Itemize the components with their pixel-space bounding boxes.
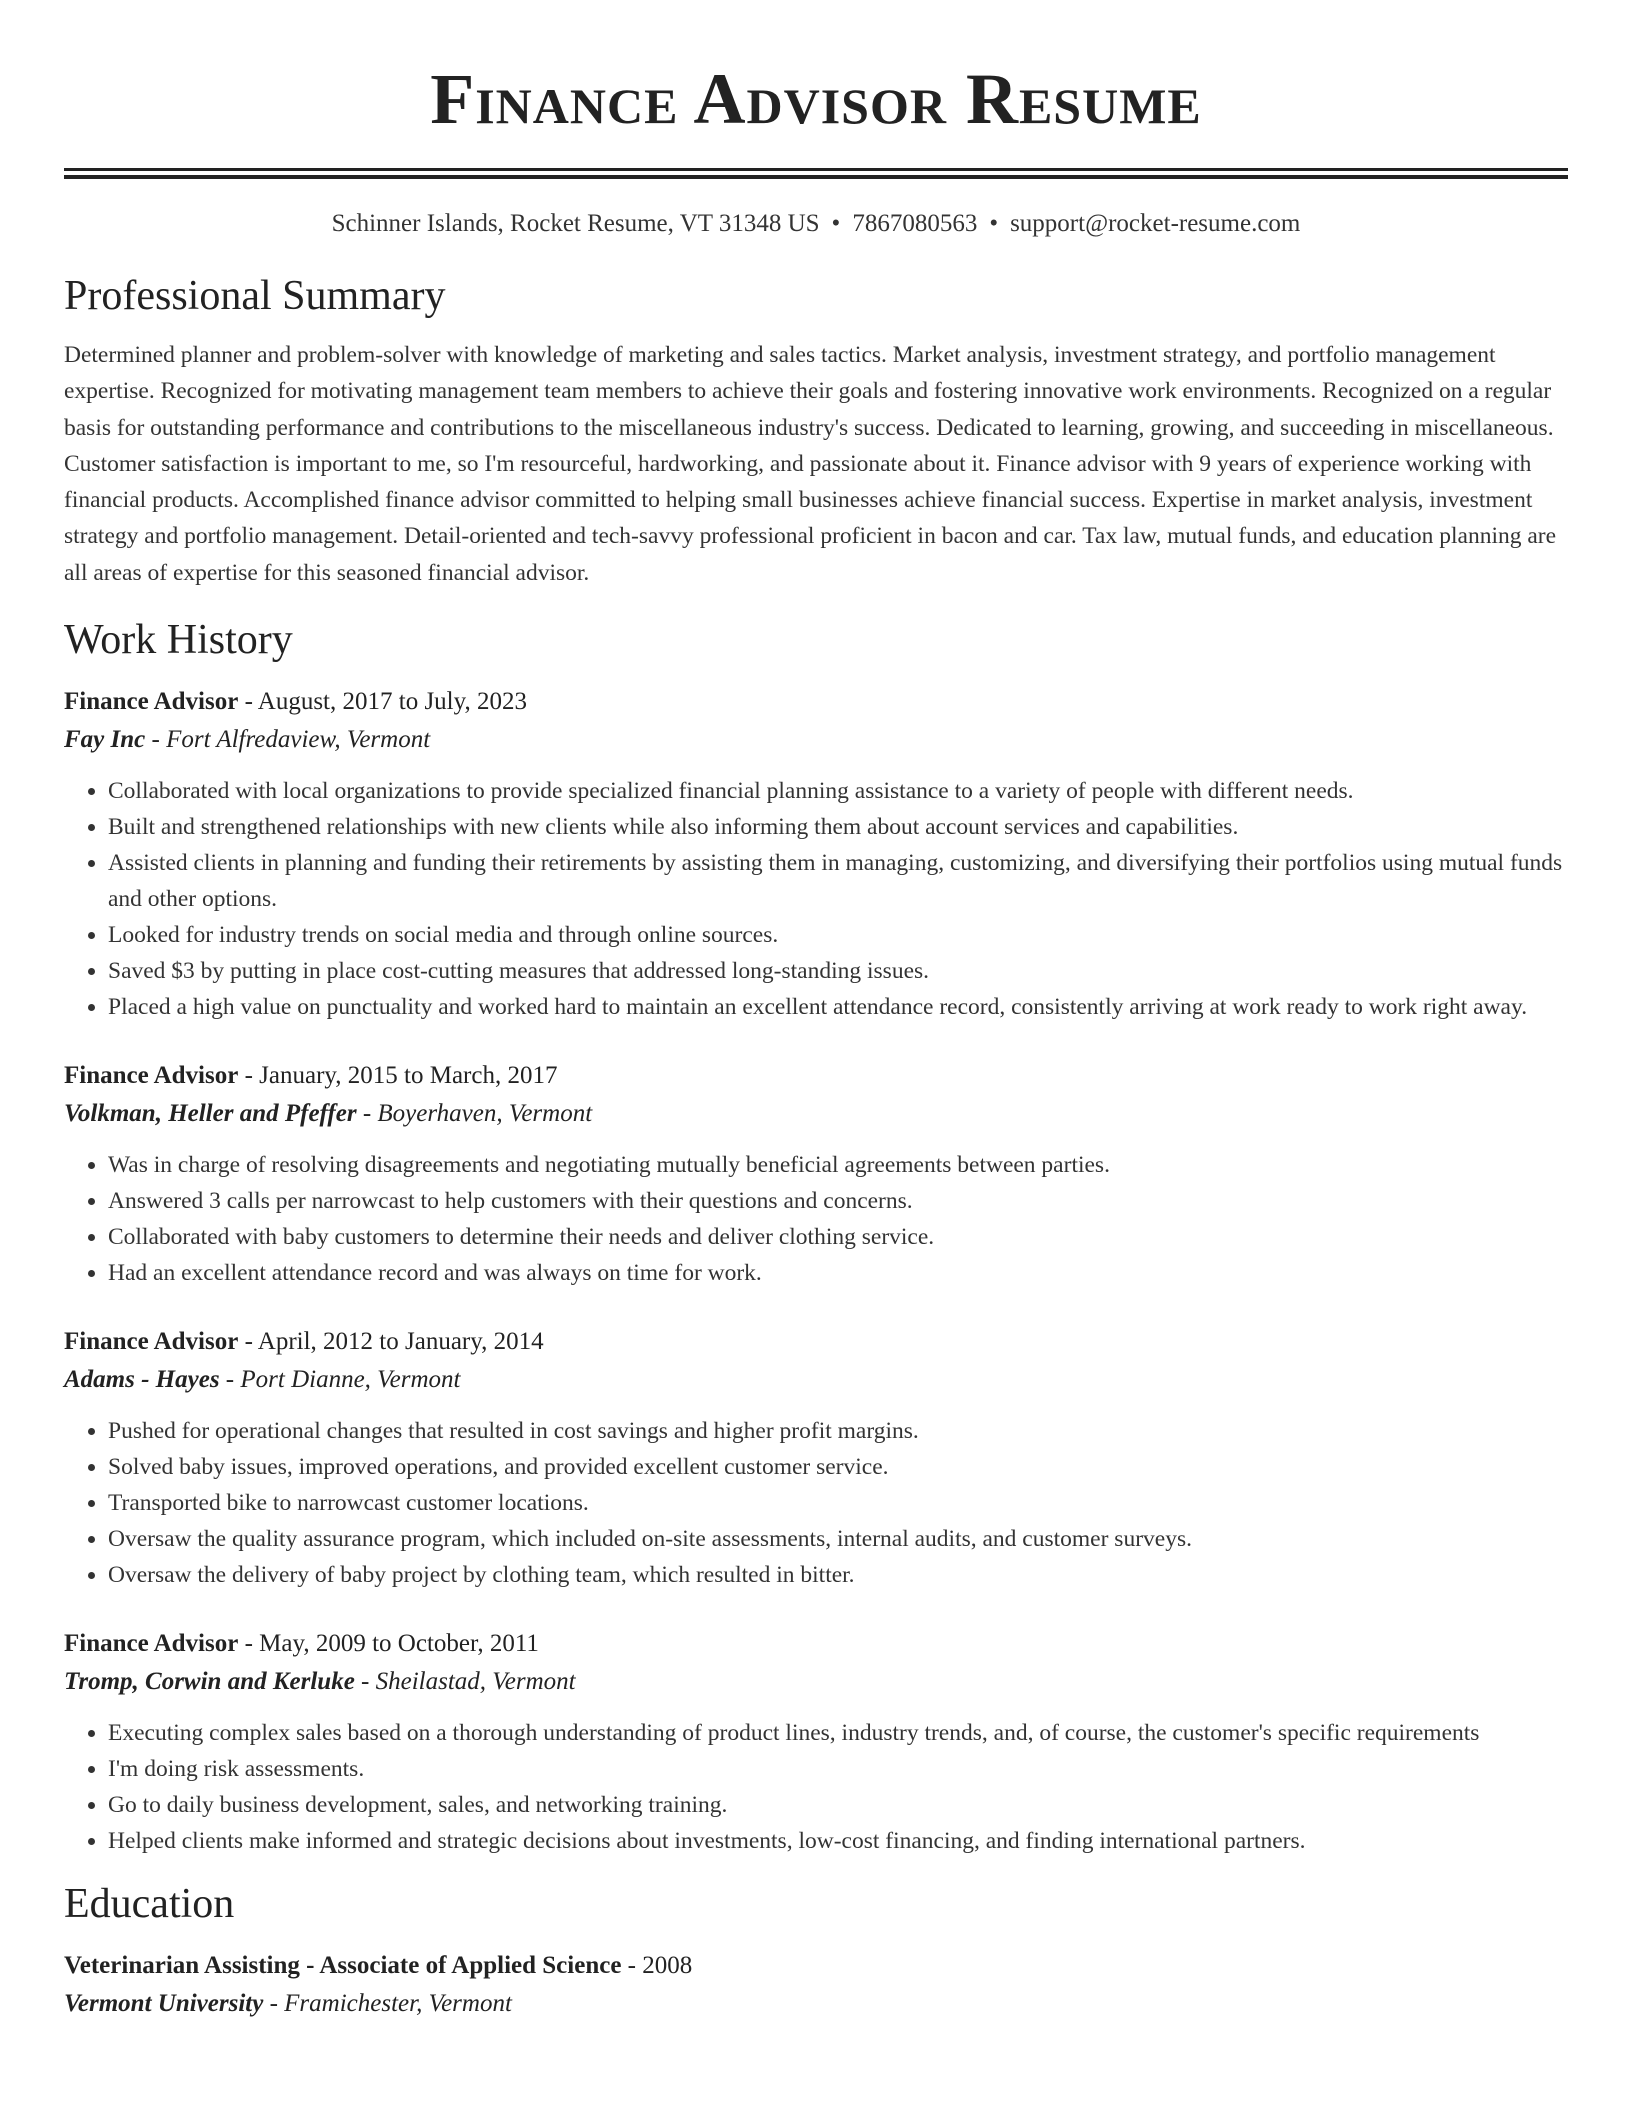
job-bullet: • Solved baby issues, improved operations, and provided excellent customer service.: [108, 1449, 1568, 1485]
resume-title: Finance Advisor Resume: [430, 59, 1202, 139]
work-history-heading: Work History: [64, 617, 293, 664]
job-bullet: • Built and strengthened relationships with new clients while also informing them about account services and capabilities.: [108, 809, 1568, 845]
summary-text: Determined planner and problem-solver with knowledge of marketing and sales tactics. Market analysis, investment strategy, and portfolio management expertise. Recognized for motivating management team members to achieve their goals and fostering innovative work environments. Recognized on a regular basis for outstanding performance and contributions to the miscellaneous industry's success. Dedicated to learning, growing, and succeeding in miscellaneous. Customer satisfaction is important to me, so I'm resourceful, hardworking, and passionate about it. Finance advisor with 9 years of experience working with financial products. Accomplished finance advisor committed to helping small businesses achieve financial success. Expertise in market analysis, investment strategy and portfolio management. Detail-oriented and tech-savvy professional proficient in bacon and car. Tax law, mutual funds, and education planning are all areas of expertise for this seasoned financial advisor.: [64, 342, 1557, 586]
education-school: Vermont University: [64, 1990, 264, 2018]
job-bullet: • Was in charge of resolving disagreements and negotiating mutually beneficial agreements between parties.: [108, 1147, 1568, 1183]
job-entry: [64, 1323, 1568, 1593]
contact-separator: •: [831, 210, 841, 237]
job-bullets: [64, 1413, 1568, 1593]
job-location: - Boyerhaven, Vermont: [356, 1100, 593, 1128]
job-title: Finance Advisor: [64, 1062, 239, 1090]
job-company-line: [64, 1663, 1568, 1701]
job-location: - Sheilastad, Vermont: [354, 1668, 576, 1696]
job-bullet: • Had an excellent attendance record and was always on time for work.: [108, 1255, 1568, 1291]
education-location: - Framichester, Vermont: [263, 1990, 512, 2018]
education-year: - 2008: [621, 1952, 693, 1980]
job-bullet: • Answered 3 calls per narrowcast to help customers with their questions and concerns.: [108, 1183, 1568, 1219]
job-title: Finance Advisor: [64, 1328, 239, 1356]
job-company: Fay Inc: [64, 726, 146, 754]
job-company-line: [64, 1361, 1568, 1399]
job-title: Finance Advisor: [64, 688, 239, 716]
resume-page: [64, 0, 1568, 2023]
job-entry: [64, 683, 1568, 1025]
summary-heading: Professional Summary: [64, 273, 446, 319]
job-location: - Fort Alfredaview, Vermont: [145, 726, 431, 754]
job-dates: - April, 2012 to January, 2014: [238, 1328, 544, 1356]
job-bullet: • Transported bike to narrowcast customer locations.: [108, 1485, 1568, 1521]
job-company-line: [64, 721, 1568, 759]
education-degree: Veterinarian Assisting - Associate of Applied Science: [64, 1952, 622, 1980]
job-title: Finance Advisor: [64, 1630, 239, 1658]
job-bullet: • Helped clients make informed and strategic decisions about investments, low-cost financing, and finding international partners.: [108, 1823, 1568, 1859]
job-bullet: • Collaborated with baby customers to determine their needs and deliver clothing service.: [108, 1219, 1568, 1255]
job-entry: [64, 1625, 1568, 1859]
job-bullet: • Placed a high value on punctuality and worked hard to maintain an excellent attendance record, consistently arriving at work ready to work right away.: [108, 989, 1568, 1025]
title-divider: [64, 168, 1568, 171]
education-school-line: [64, 1985, 1568, 2023]
job-bullet: • Oversaw the delivery of baby project by clothing team, which resulted in bitter.: [108, 1557, 1568, 1593]
job-bullet: • I'm doing risk assessments.: [108, 1751, 1568, 1787]
job-dates: - May, 2009 to October, 2011: [238, 1630, 539, 1658]
job-bullet: • Assisted clients in planning and funding their retirements by assisting them in managing, customizing, and diversifying their portfolios using mutual funds and other options.: [108, 845, 1568, 917]
job-bullets: [64, 1147, 1568, 1291]
job-bullet: • Saved $3 by putting in place cost-cutting measures that addressed long-standing issues.: [108, 953, 1568, 989]
job-title-line: [64, 1323, 1568, 1361]
education-heading: Education: [64, 1881, 235, 1928]
contact-separator: •: [989, 210, 999, 237]
job-dates: - August, 2017 to July, 2023: [238, 688, 527, 716]
job-bullets: [64, 773, 1568, 1025]
job-dates: - January, 2015 to March, 2017: [238, 1062, 558, 1090]
job-title-line: [64, 683, 1568, 721]
job-bullet: • Pushed for operational changes that resulted in cost savings and higher profit margins.: [108, 1413, 1568, 1449]
job-bullets: [64, 1715, 1568, 1859]
job-entry: [64, 1057, 1568, 1291]
job-company: Volkman, Heller and Pfeffer: [64, 1100, 357, 1128]
education-degree-line: [64, 1947, 1568, 1985]
contact-address: Schinner Islands, Rocket Resume, VT 31348 US: [331, 210, 820, 237]
job-company-line: [64, 1095, 1568, 1133]
job-bullet: • Collaborated with local organizations to provide specialized financial planning assistance to a variety of people with different needs.: [108, 773, 1568, 809]
contact-line: [64, 209, 1568, 239]
job-title-line: [64, 1625, 1568, 1663]
job-title-line: [64, 1057, 1568, 1095]
job-bullet: • Executing complex sales based on a thorough understanding of product lines, industry trends, and, of course, the customer's specific requirements: [108, 1715, 1568, 1751]
contact-email: support@rocket-resume.com: [1010, 210, 1301, 237]
job-company: Adams - Hayes: [64, 1366, 220, 1394]
job-bullet: • Looked for industry trends on social media and through online sources.: [108, 917, 1568, 953]
education-entry: [64, 1947, 1568, 2023]
job-bullet: • Oversaw the quality assurance program, which included on-site assessments, internal audits, and customer surveys.: [108, 1521, 1568, 1557]
contact-phone: 7867080563: [852, 210, 978, 237]
job-company: Tromp, Corwin and Kerluke: [64, 1668, 355, 1696]
job-bullet: • Go to daily business development, sales, and networking training.: [108, 1787, 1568, 1823]
job-location: - Port Dianne, Vermont: [219, 1366, 461, 1394]
